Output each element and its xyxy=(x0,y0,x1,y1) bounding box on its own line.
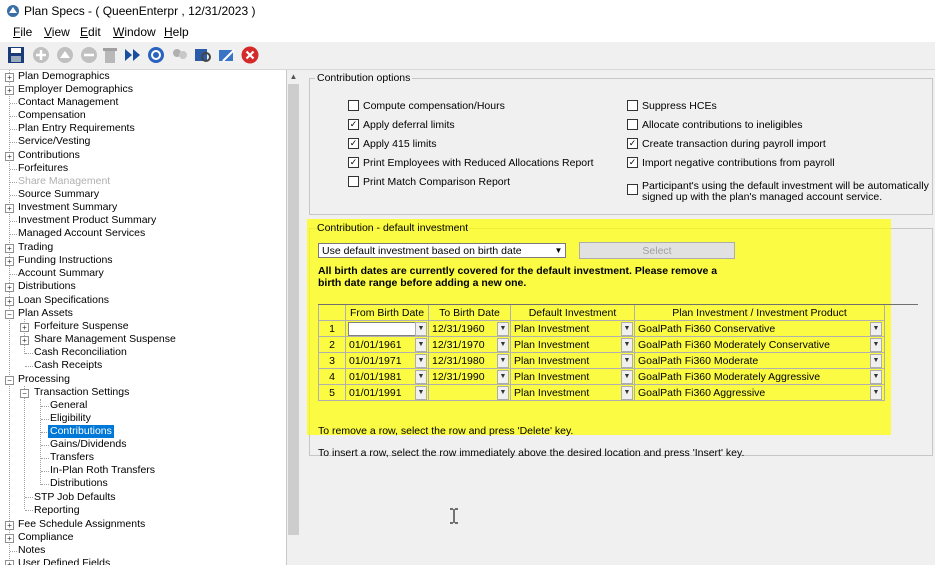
tree-item-processing[interactable]: Processing xyxy=(18,373,70,385)
default-investment-title: Contribution - default investment xyxy=(317,222,469,234)
chevron-down-icon[interactable]: ▼ xyxy=(870,370,882,384)
allocate-ineligibles-label: Allocate contributions to ineligibles xyxy=(642,119,803,131)
expand-icon[interactable]: + xyxy=(5,257,14,266)
group-icon[interactable] xyxy=(170,45,190,65)
chevron-down-icon[interactable]: ▼ xyxy=(621,370,633,384)
tree-item-plan-entry-requirements[interactable]: Plan Entry Requirements xyxy=(18,122,135,134)
chevron-down-icon[interactable]: ▼ xyxy=(497,370,509,384)
remove-icon[interactable] xyxy=(79,45,99,65)
chevron-down-icon[interactable]: ▼ xyxy=(415,386,427,400)
tree-item-managed-account-services[interactable]: Managed Account Services xyxy=(18,227,146,239)
select-button[interactable]: Select xyxy=(579,242,735,259)
tree-item-cash-reconciliation[interactable]: Cash Reconciliation xyxy=(34,346,127,358)
import-negative-contributions-checkbox[interactable]: ✓ xyxy=(628,157,637,167)
print-reduced-allocations-label: Print Employees with Reduced Allocations Report xyxy=(363,157,594,169)
collapse-icon[interactable]: − xyxy=(5,310,14,319)
expand-icon[interactable]: + xyxy=(5,283,14,292)
from-birth-date-cell[interactable]: 01/01/1981 xyxy=(346,369,429,385)
default-investment-select-value: Use default investment based on birth date xyxy=(322,245,522,257)
create-transaction-payroll-checkbox[interactable]: ✓ xyxy=(628,138,637,148)
col-header-plan-investment[interactable]: Plan Investment / Investment Product xyxy=(635,305,885,321)
chevron-down-icon[interactable]: ▼ xyxy=(870,338,882,352)
contribution-options-title: Contribution options xyxy=(317,72,411,84)
chevron-down-icon[interactable]: ▼ xyxy=(415,322,427,336)
chevron-down-icon[interactable]: ▼ xyxy=(870,322,882,336)
tree-item-stp-job-defaults[interactable]: STP Job Defaults xyxy=(34,491,116,503)
tree-item-transaction-settings[interactable]: Transaction Settings xyxy=(34,386,130,398)
grid-corner xyxy=(318,305,346,321)
row-number[interactable]: 5 xyxy=(318,385,346,401)
menu-help[interactable]: Help xyxy=(164,25,189,39)
menu-window[interactable]: Window xyxy=(113,25,156,39)
col-header-default-investment[interactable]: Default Investment xyxy=(511,305,635,321)
print-match-comparison-checkbox[interactable] xyxy=(348,176,359,187)
expand-icon[interactable]: + xyxy=(5,244,14,253)
toolbar xyxy=(0,42,935,70)
compute-compensation-label: Compute compensation/Hours xyxy=(363,100,505,112)
tree-item-eligibility[interactable]: Eligibility xyxy=(50,412,91,424)
print-match-comparison-label: Print Match Comparison Report xyxy=(363,176,511,188)
delete-icon[interactable] xyxy=(100,45,120,65)
expand-icon[interactable]: + xyxy=(5,534,14,543)
tree-item-compliance[interactable]: Compliance xyxy=(18,531,74,543)
tree-item-share-management-suspense[interactable]: Share Management Suspense xyxy=(34,333,176,345)
insert-row-hint: To insert a row, select the row immediately above the desired location and press 'Insert' key. xyxy=(318,447,745,459)
tree-item-reporting[interactable]: Reporting xyxy=(34,504,80,516)
default-investment-cell[interactable]: Plan Investment xyxy=(511,385,635,401)
chevron-down-icon[interactable]: ▼ xyxy=(415,338,427,352)
to-birth-date-cell[interactable]: 12/31/1990 xyxy=(429,369,511,385)
managed-account-signup-label: Participant's using the default investment will be automatically xyxy=(642,180,929,192)
tree-item-loan-specifications[interactable]: Loan Specifications xyxy=(18,294,110,306)
collapse-icon[interactable]: − xyxy=(5,376,14,385)
suppress-hces-label: Suppress HCEs xyxy=(642,100,717,112)
scroll-up-icon[interactable]: ▲ xyxy=(289,72,298,81)
tree-item-contributions[interactable]: Contributions xyxy=(18,149,80,161)
tree-item-general[interactable]: General xyxy=(50,399,88,411)
chevron-down-icon[interactable]: ▼ xyxy=(415,354,427,368)
tree-item-fee-schedule-assignments[interactable]: Fee Schedule Assignments xyxy=(18,518,146,530)
expand-icon[interactable]: + xyxy=(5,204,14,213)
chevron-down-icon[interactable]: ▼ xyxy=(621,338,633,352)
refresh-icon[interactable] xyxy=(146,45,166,65)
tree-item-funding-instructions[interactable]: Funding Instructions xyxy=(18,254,113,266)
menu-view[interactable]: View xyxy=(44,25,70,39)
tree-item-plan-demographics[interactable]: Plan Demographics xyxy=(18,70,110,82)
expand-icon[interactable]: + xyxy=(5,152,14,161)
chevron-down-icon[interactable]: ▼ xyxy=(497,386,509,400)
title-bar xyxy=(0,0,935,22)
suppress-hces-checkbox[interactable] xyxy=(627,100,638,111)
apply-415-limits-label: Apply 415 limits xyxy=(363,138,437,150)
edit-icon[interactable] xyxy=(217,45,237,65)
tree-item-distributions[interactable]: Distributions xyxy=(18,280,76,292)
create-transaction-payroll-label: Create transaction during payroll import xyxy=(642,138,826,150)
fast-forward-icon[interactable] xyxy=(123,45,143,65)
chevron-down-icon[interactable]: ▼ xyxy=(497,338,509,352)
expand-icon[interactable]: + xyxy=(5,521,14,530)
managed-account-signup-checkbox[interactable] xyxy=(627,184,638,195)
import-negative-contributions-label: Import negative contributions from payroll xyxy=(642,157,835,169)
plan-investment-cell[interactable]: GoalPath Fi360 Moderately Conservative xyxy=(635,337,885,353)
close-icon[interactable] xyxy=(240,45,260,65)
plan-investment-cell[interactable]: GoalPath Fi360 Moderately Aggressive xyxy=(635,369,885,385)
tree-item-gains-dividends[interactable]: Gains/Dividends xyxy=(50,438,127,450)
default-investment-cell[interactable]: Plan Investment xyxy=(511,321,635,337)
chevron-down-icon[interactable]: ▼ xyxy=(415,370,427,384)
chevron-down-icon[interactable]: ▼ xyxy=(870,354,882,368)
default-investment-select[interactable] xyxy=(318,243,566,258)
plan-investment-cell[interactable]: GoalPath Fi360 Moderate xyxy=(635,353,885,369)
from-birth-date-cell[interactable]: 01/01/1961 xyxy=(346,337,429,353)
tree-item-share-management: Share Management xyxy=(18,175,111,187)
plan-investment-cell[interactable]: GoalPath Fi360 Aggressive xyxy=(635,385,885,401)
chevron-down-icon[interactable]: ▼ xyxy=(621,354,633,368)
tree-item-source-summary[interactable]: Source Summary xyxy=(18,188,100,200)
navigation-tree xyxy=(0,70,287,565)
to-birth-date-cell[interactable]: 12/31/1960 xyxy=(429,321,511,337)
tree-item-contributions-selected[interactable]: Contributions xyxy=(50,425,112,437)
to-birth-date-cell[interactable]: 12/31/1970 xyxy=(429,337,511,353)
tree-item-trading[interactable]: Trading xyxy=(18,241,54,253)
tree-item-forfeiture-suspense[interactable]: Forfeiture Suspense xyxy=(34,320,129,332)
tree-item-plan-assets[interactable]: Plan Assets xyxy=(18,307,73,319)
chevron-down-icon[interactable]: ▼ xyxy=(497,322,509,336)
col-header-to[interactable]: To Birth Date xyxy=(429,305,511,321)
expand-icon[interactable]: + xyxy=(20,323,29,332)
expand-icon[interactable]: + xyxy=(5,560,14,565)
tree-item-notes[interactable]: Notes xyxy=(18,544,46,556)
row-number[interactable]: 4 xyxy=(318,369,346,385)
chevron-down-icon[interactable]: ▼ xyxy=(621,386,633,400)
default-investment-cell[interactable]: Plan Investment xyxy=(511,353,635,369)
expand-icon[interactable]: + xyxy=(5,297,14,306)
row-number[interactable]: 3 xyxy=(318,353,346,369)
col-header-from[interactable]: From Birth Date xyxy=(346,305,429,321)
tree-item-transfers[interactable]: Transfers xyxy=(50,451,94,463)
find-icon[interactable] xyxy=(193,45,213,65)
row-number[interactable]: 1 xyxy=(318,321,346,337)
apply-415-limits-checkbox[interactable]: ✓ xyxy=(349,138,358,148)
from-birth-date-cell[interactable]: 01/01/1991 xyxy=(346,385,429,401)
tree-item-compensation[interactable]: Compensation xyxy=(18,109,86,121)
tree-item-investment-product-summary[interactable]: Investment Product Summary xyxy=(18,214,157,226)
apply-deferral-limits-checkbox[interactable]: ✓ xyxy=(349,119,358,129)
compute-compensation-checkbox[interactable] xyxy=(348,100,359,111)
tree-item-user-defined-fields[interactable]: User Defined Fields xyxy=(18,557,111,565)
tree-item-forfeitures[interactable]: Forfeitures xyxy=(18,162,69,174)
coverage-notice: All birth dates are currently covered for the default investment. Please remove a birth date range before adding a new one. xyxy=(318,265,718,289)
app-icon xyxy=(6,4,20,18)
plan-investment-cell[interactable]: GoalPath Fi360 Conservative xyxy=(635,321,885,337)
expand-icon[interactable]: + xyxy=(5,86,14,95)
apply-deferral-limits-label: Apply deferral limits xyxy=(363,119,455,131)
chevron-down-icon[interactable]: ▼ xyxy=(870,386,882,400)
tree-item-distributions-sub[interactable]: Distributions xyxy=(50,477,108,489)
expand-icon[interactable]: + xyxy=(20,336,29,345)
menu-edit[interactable]: Edit xyxy=(80,25,101,39)
allocate-ineligibles-checkbox[interactable] xyxy=(627,119,638,130)
add-icon[interactable] xyxy=(31,45,51,65)
tree-item-employer-demographics[interactable]: Employer Demographics xyxy=(18,83,133,95)
menu-bar xyxy=(0,22,935,42)
tree-item-contact-management[interactable]: Contact Management xyxy=(18,96,119,108)
expand-icon[interactable]: + xyxy=(5,73,14,82)
save-icon[interactable] xyxy=(6,45,26,65)
remove-row-hint: To remove a row, select the row and press 'Delete' key. xyxy=(318,425,574,437)
default-investment-cell[interactable]: Plan Investment xyxy=(511,337,635,353)
tree-item-in-plan-roth-transfers[interactable]: In-Plan Roth Transfers xyxy=(50,464,156,476)
chevron-down-icon[interactable]: ▼ xyxy=(621,322,633,336)
move-up-icon[interactable] xyxy=(55,45,75,65)
chevron-down-icon[interactable]: ▼ xyxy=(554,246,563,255)
from-birth-date-cell[interactable]: 01/01/1971 xyxy=(346,353,429,369)
text-cursor-icon xyxy=(449,508,459,524)
window-title: Plan Specs - ( QueenEnterpr , 12/31/2023 ) xyxy=(24,4,256,18)
collapse-icon[interactable]: − xyxy=(20,389,29,398)
menu-file[interactable]: File xyxy=(13,25,33,39)
tree-item-investment-summary[interactable]: Investment Summary xyxy=(18,201,118,213)
default-investment-cell[interactable]: Plan Investment xyxy=(511,369,635,385)
tree-scrollbar-thumb[interactable] xyxy=(288,84,299,535)
print-reduced-allocations-checkbox[interactable]: ✓ xyxy=(349,157,358,167)
to-birth-date-cell[interactable]: 12/31/1980 xyxy=(429,353,511,369)
tree-item-service-vesting[interactable]: Service/Vesting xyxy=(18,135,91,147)
chevron-down-icon[interactable]: ▼ xyxy=(497,354,509,368)
row-number[interactable]: 2 xyxy=(318,337,346,353)
tree-item-account-summary[interactable]: Account Summary xyxy=(18,267,104,279)
managed-account-signup-label-line2: signed up with the plan's managed account service. xyxy=(642,191,883,203)
tree-item-cash-receipts[interactable]: Cash Receipts xyxy=(34,359,103,371)
